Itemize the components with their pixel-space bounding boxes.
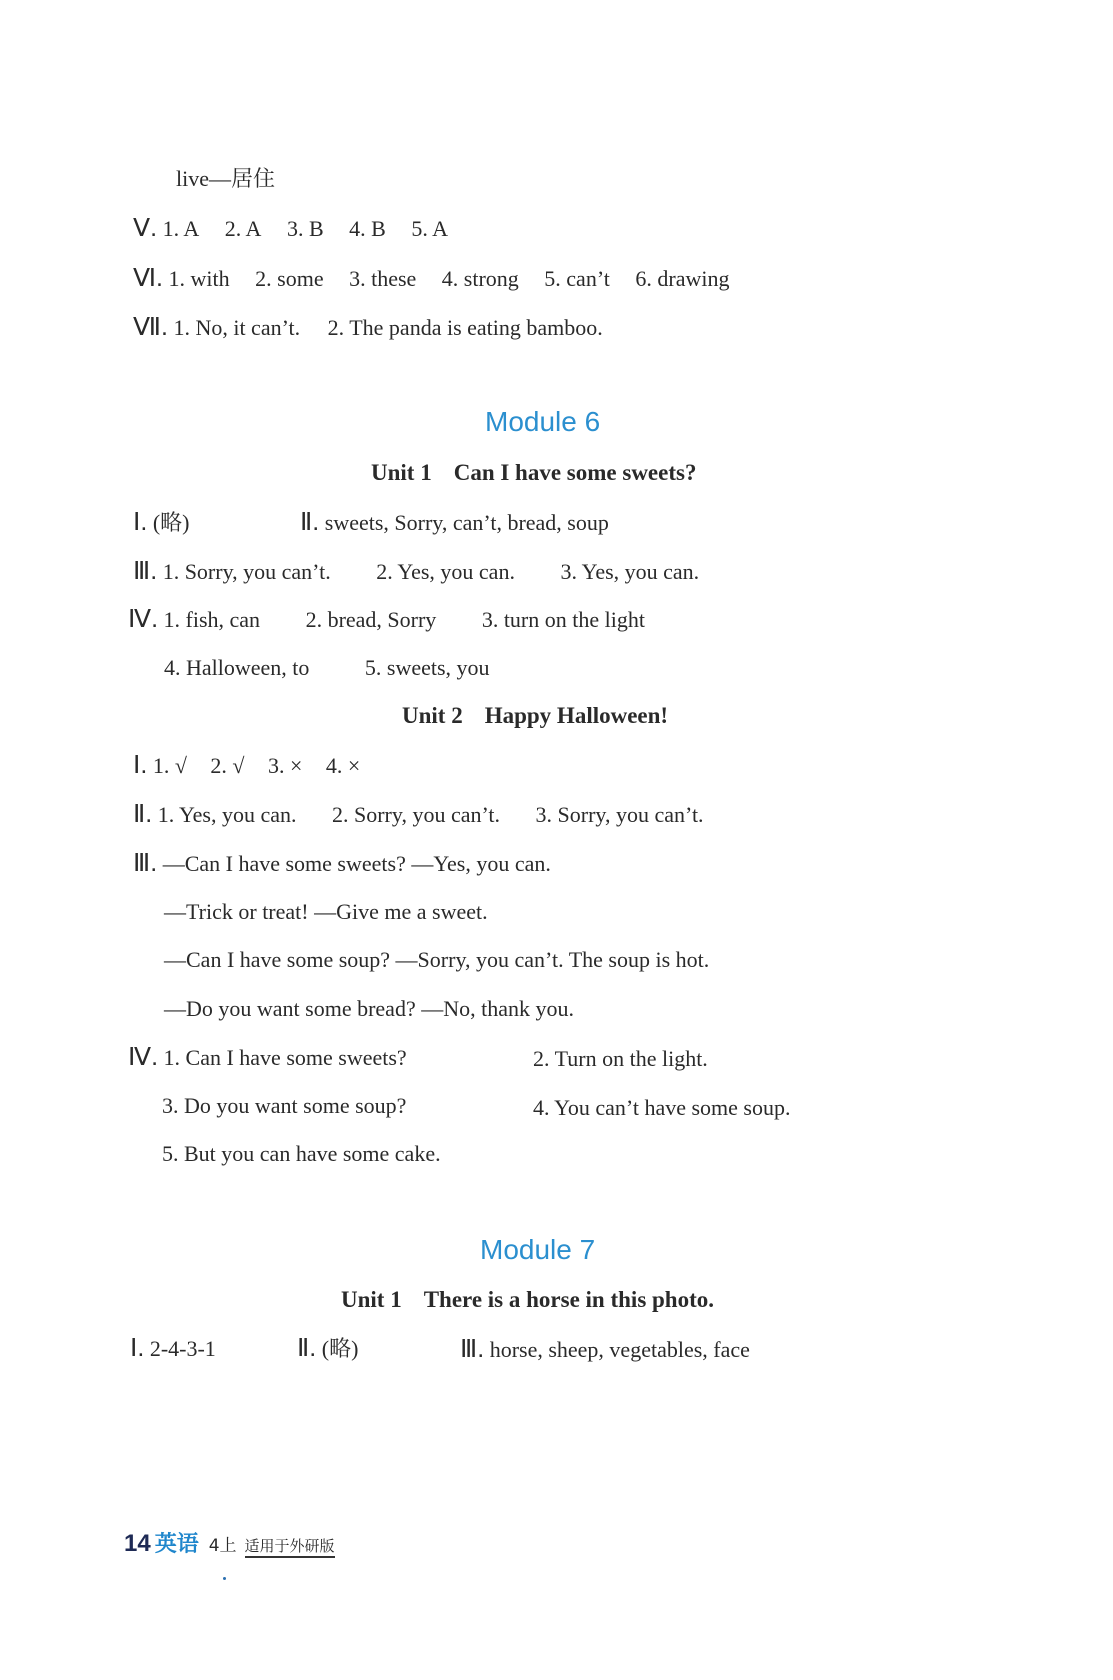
subject-label: 英语 [154, 1532, 199, 1557]
answer: 1. A [162, 216, 200, 241]
section-label: Ⅱ. [297, 1334, 317, 1362]
answer: 5. But you can have some cake. [162, 1141, 441, 1166]
dialogue-line: —Can I have some soup? —Sorry, you can’t. The soup is hot. [164, 947, 710, 972]
answer: 3. Do you want some soup? [162, 1093, 407, 1118]
section-i [133, 508, 189, 537]
answer: 4. B [349, 216, 386, 241]
answer: 5. can’t [544, 266, 610, 291]
answer: sweets, Sorry, can’t, bread, soup [324, 510, 609, 535]
answer: 4. × [325, 753, 361, 778]
section-iii [460, 1335, 750, 1364]
answer: horse, sheep, vegetables, face [489, 1337, 750, 1362]
section-iii [133, 557, 699, 586]
answer: 2. some [255, 266, 324, 291]
answer: 2. The panda is eating bamboo. [327, 315, 603, 340]
answer: 3. these [349, 266, 417, 291]
section-ii [297, 1334, 358, 1363]
answer: 1. fish, can [163, 607, 261, 632]
module-title: Module 6 [485, 406, 601, 437]
section-i [130, 1334, 216, 1363]
answer: 2. bread, Sorry [305, 607, 437, 632]
section-iv [128, 1043, 407, 1072]
answer: (略) [321, 1336, 359, 1361]
section-vii [133, 313, 603, 342]
answer: 3. Sorry, you can’t. [535, 802, 704, 827]
answer: 3. Yes, you can. [560, 559, 700, 584]
page-number: 14 [124, 1530, 151, 1557]
answer: (略) [152, 510, 190, 535]
dialogue-line: —Trick or treat! —Give me a sweet. [164, 899, 488, 924]
unit-heading [402, 703, 668, 729]
unit-title: There is a horse in this photo. [423, 1287, 715, 1312]
answer: 3. × [267, 753, 303, 778]
answer: 2. Turn on the light. [533, 1046, 708, 1071]
unit-number: Unit 1 [371, 460, 432, 485]
grade-label: 4上 [208, 1536, 237, 1556]
section-label: Ⅲ. [133, 557, 158, 585]
answer: 4. strong [441, 266, 519, 291]
unit-heading [371, 460, 696, 486]
page-footer [124, 1527, 335, 1558]
section-label: Ⅶ. [133, 313, 168, 341]
answer: 2. √ [210, 753, 245, 778]
answer: 1. Can I have some sweets? [163, 1045, 407, 1070]
answer: 2-4-3-1 [149, 1336, 216, 1361]
answer: 2. Yes, you can. [376, 559, 515, 584]
answer: 5. A [411, 216, 448, 241]
section-iv [128, 605, 645, 634]
section-label: Ⅴ. [133, 214, 158, 242]
section-label: Ⅲ. [133, 849, 158, 877]
answer: 1. √ [152, 753, 187, 778]
section-label: Ⅳ. [128, 605, 159, 633]
answer: 1. Yes, you can. [157, 802, 297, 827]
answer: 5. sweets, you [364, 655, 490, 680]
section-label: Ⅲ. [460, 1335, 485, 1363]
section-ii [133, 800, 704, 829]
edition-label: 适用于外研版 [245, 1535, 335, 1558]
answer: 1. No, it can’t. [173, 315, 301, 340]
vocab-line: live—居住 [176, 166, 275, 191]
section-v [133, 214, 448, 243]
section-vi [133, 264, 729, 293]
section-label: Ⅰ. [133, 508, 148, 536]
answer: 1. with [168, 266, 230, 291]
unit-title: Can I have some sweets? [453, 460, 697, 485]
dialogue-line: —Do you want some bread? —No, thank you. [164, 996, 574, 1021]
section-label: Ⅱ. [300, 508, 320, 536]
section-label: Ⅰ. [130, 1334, 145, 1362]
answer: 1. Sorry, you can’t. [162, 559, 331, 584]
answer: 2. Sorry, you can’t. [332, 802, 501, 827]
print-speck [223, 1577, 226, 1580]
unit-number: Unit 1 [341, 1287, 402, 1312]
section-label: Ⅱ. [133, 800, 153, 828]
section-i [133, 751, 360, 780]
answer: 4. You can’t have some soup. [533, 1095, 791, 1120]
answer: 6. drawing [635, 266, 730, 291]
dialogue-line: —Can I have some sweets? —Yes, you can. [162, 851, 551, 876]
section-label: Ⅰ. [133, 751, 148, 779]
section-ii [300, 508, 609, 537]
answer: 4. Halloween, to [164, 655, 310, 680]
answer: 3. turn on the light [481, 607, 645, 632]
answer: 2. A [224, 216, 262, 241]
module-title: Module 7 [480, 1234, 596, 1265]
unit-title: Happy Halloween! [484, 703, 669, 728]
section-iv-row2 [164, 654, 490, 682]
unit-heading [341, 1287, 714, 1313]
answer: 3. B [286, 216, 324, 241]
section-iii [133, 849, 551, 878]
section-label: Ⅳ. [128, 1043, 159, 1071]
unit-number: Unit 2 [402, 703, 463, 728]
section-label: Ⅵ. [133, 264, 164, 292]
